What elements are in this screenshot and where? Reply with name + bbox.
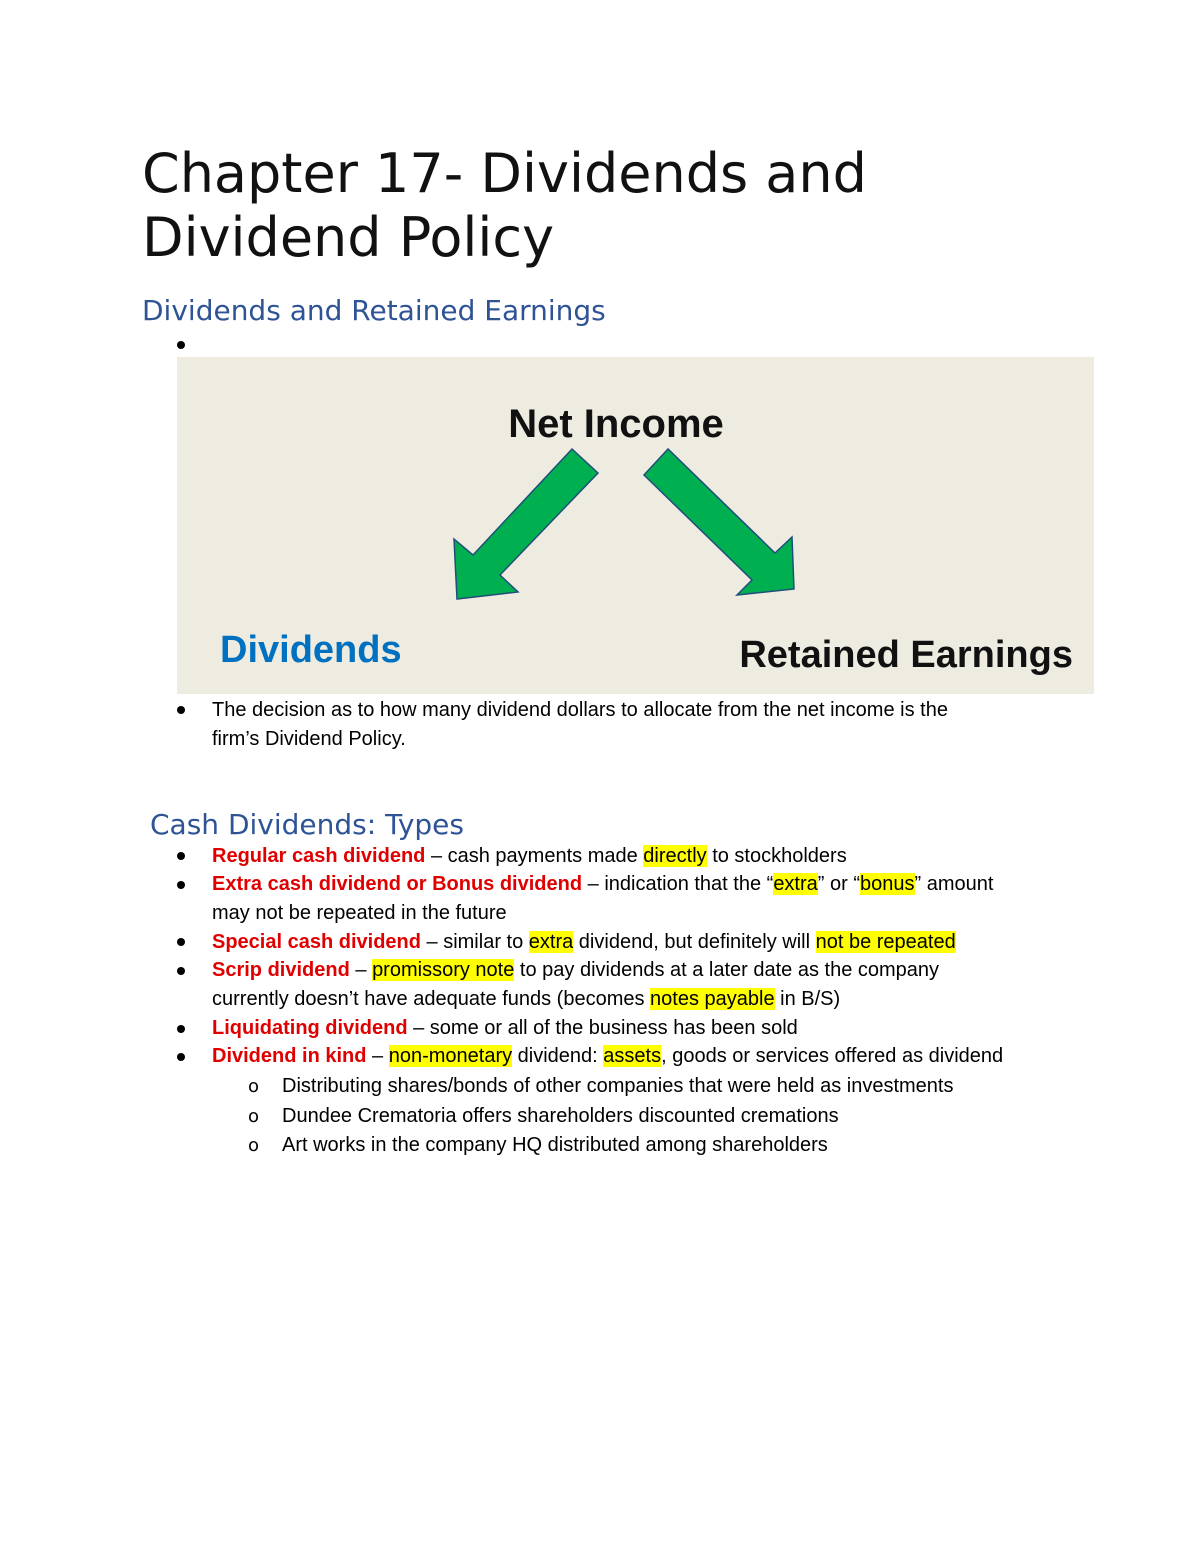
term: Liquidating dividend bbox=[212, 1017, 408, 1039]
bullet-dot bbox=[177, 967, 185, 975]
highlight: assets bbox=[603, 1045, 662, 1067]
list-item-liquidating-dividend bbox=[212, 1014, 798, 1043]
list-item-special-cash-dividend bbox=[212, 928, 956, 957]
sub-list-item: Distributing shares/bonds of other companies that were held as investments bbox=[282, 1075, 954, 1097]
bullet-dot bbox=[177, 1025, 185, 1033]
text: dividend, but definitely will bbox=[573, 931, 816, 953]
text: – indication that the “ bbox=[582, 873, 774, 895]
bullet-dot bbox=[177, 706, 185, 714]
text: ” amount bbox=[914, 873, 994, 895]
text: to stockholders bbox=[706, 845, 847, 867]
bullet-dot bbox=[177, 881, 185, 889]
text: ” or “ bbox=[817, 873, 860, 895]
dividends-label: Dividends bbox=[220, 629, 402, 671]
dividend-policy-line-1: The decision as to how many dividend dollars to allocate from the net income is the bbox=[212, 699, 948, 721]
net-income-diagram-svg bbox=[177, 357, 1094, 694]
text: currently doesn’t have adequate funds (becomes bbox=[212, 988, 651, 1010]
text: – bbox=[349, 959, 373, 981]
sub-bullet: o bbox=[248, 1106, 260, 1127]
highlight: directly bbox=[643, 845, 707, 867]
highlight: non-monetary bbox=[388, 1045, 513, 1067]
highlight: promissory note bbox=[372, 959, 515, 981]
term: Scrip dividend bbox=[212, 959, 350, 981]
text: – similar to bbox=[420, 931, 529, 953]
bullet-dot bbox=[177, 341, 185, 349]
term: Special cash dividend bbox=[212, 931, 421, 953]
highlight: notes payable bbox=[650, 988, 775, 1010]
text: to pay dividends at a later date as the company bbox=[514, 959, 940, 981]
list-item-regular-cash-dividend bbox=[212, 842, 847, 871]
page-title: Chapter 17- Dividends and Dividend Policy bbox=[142, 142, 867, 269]
right-arrow bbox=[644, 449, 794, 595]
section-heading-dividends-retained-earnings: Dividends and Retained Earnings bbox=[142, 294, 606, 327]
net-income-diagram bbox=[177, 357, 1094, 694]
sub-list-item: Art works in the company HQ distributed among shareholders bbox=[282, 1134, 828, 1156]
list-item-scrip-dividend bbox=[212, 956, 939, 1014]
left-arrow bbox=[454, 449, 598, 599]
text: may not be repeated in the future bbox=[212, 902, 507, 924]
list-item-extra-cash-dividend bbox=[212, 870, 993, 928]
dividend-policy-text bbox=[212, 696, 948, 754]
term: Extra cash dividend or Bonus dividend bbox=[212, 873, 583, 895]
text: – cash payments made bbox=[425, 845, 644, 867]
list-item-dividend-in-kind bbox=[212, 1042, 1003, 1071]
bullet-dot bbox=[177, 852, 185, 860]
sub-bullet: o bbox=[248, 1135, 260, 1156]
text: , goods or services offered as dividend bbox=[661, 1045, 1004, 1067]
sub-list-item: Dundee Crematoria offers shareholders discounted cremations bbox=[282, 1105, 839, 1127]
bullet-dot bbox=[177, 938, 185, 946]
highlight: extra bbox=[773, 873, 818, 895]
text: – some or all of the business has been sold bbox=[407, 1017, 798, 1039]
highlight: not be repeated bbox=[815, 931, 956, 953]
dividend-policy-line-2: firm’s Dividend Policy. bbox=[212, 728, 406, 750]
text: dividend: bbox=[512, 1045, 604, 1067]
term: Dividend in kind bbox=[212, 1045, 367, 1067]
bullet-dot bbox=[177, 1053, 185, 1061]
text: – bbox=[366, 1045, 389, 1067]
highlight: bonus bbox=[860, 873, 915, 895]
text: in B/S) bbox=[774, 988, 841, 1010]
retained-earnings-label: Retained Earnings bbox=[739, 634, 1073, 676]
sub-bullet: o bbox=[248, 1076, 260, 1097]
term: Regular cash dividend bbox=[212, 845, 426, 867]
section-heading-cash-dividends-types: Cash Dividends: Types bbox=[150, 808, 464, 841]
net-income-label: Net Income bbox=[508, 402, 724, 446]
highlight: extra bbox=[528, 931, 574, 953]
